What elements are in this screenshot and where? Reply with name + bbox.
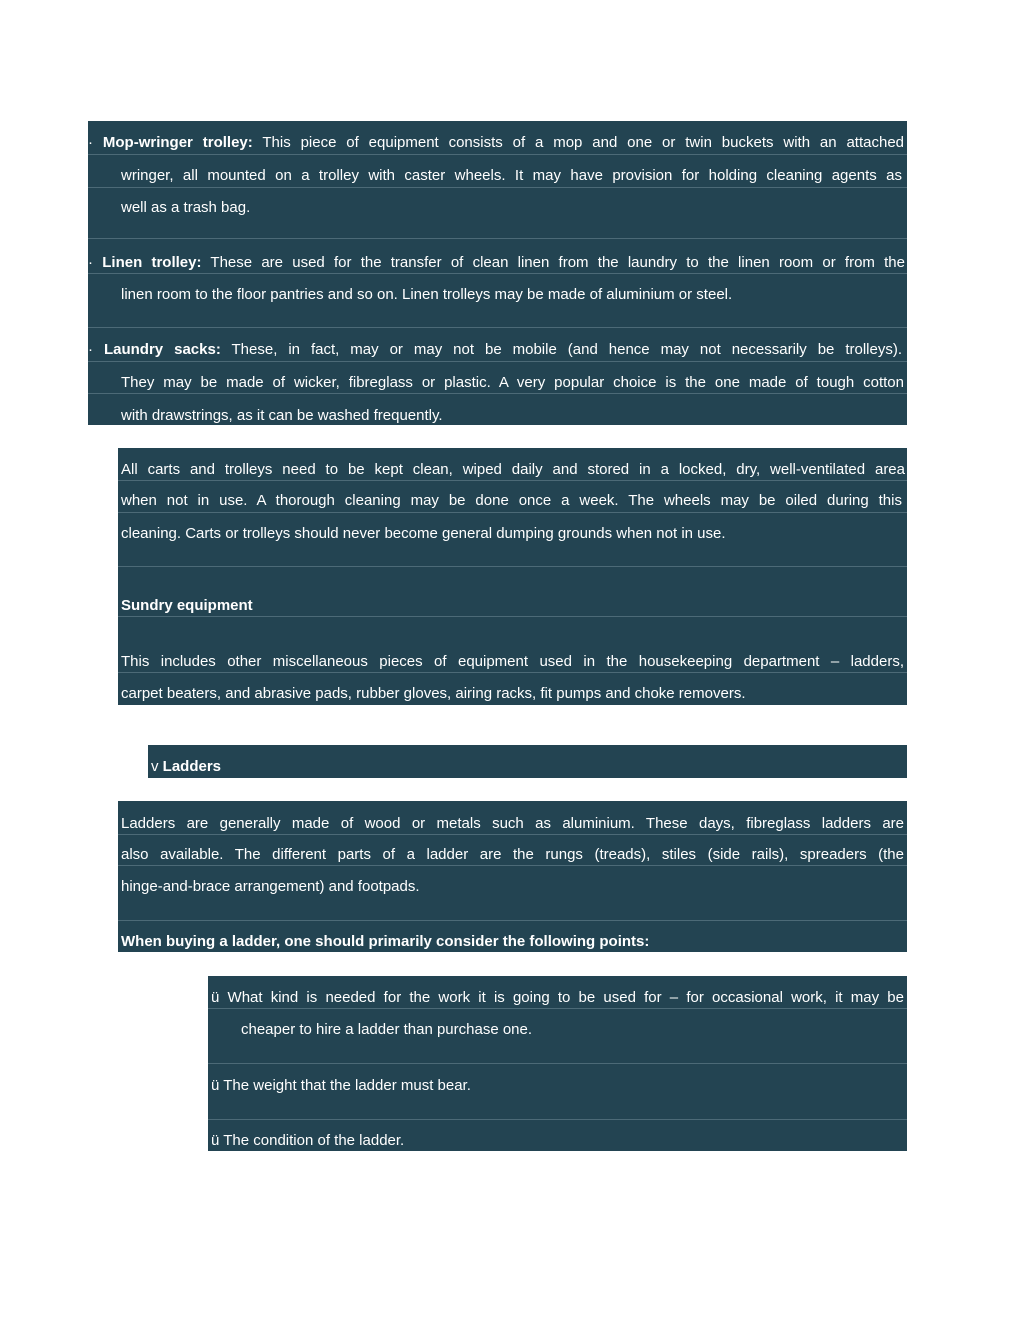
linen-trolley-text: These are used for the transfer of clean linen from the laundry to the linen room or from the	[210, 254, 905, 271]
linen-trolley-term: Linen trolley:	[102, 254, 202, 271]
linen-trolley-line-1	[88, 254, 905, 272]
buying-ladder-heading: When buying a ladder, one should primarily consider the following points:	[121, 933, 650, 950]
mop-wringer-term: Mop-wringer trolley:	[102, 134, 253, 151]
mop-wringer-line-3: well as a trash bag.	[121, 199, 251, 216]
sundry-line-2: carpet beaters, and abrasive pads, rubber gloves, airing racks, fit pumps and choke removers.	[121, 685, 746, 702]
sundry-line-1: This includes other miscellaneous pieces of equipment used in the housekeeping department – ladders,	[121, 653, 904, 670]
carts-line-1: All carts and trolleys need to be kept clean, wiped daily and stored in a locked, dry, well-ventilated area	[121, 461, 905, 478]
laundry-sacks-line-1	[88, 341, 902, 359]
carts-line-2: when not in use. A thorough cleaning may be done once a week. The wheels may be oiled during this	[121, 492, 902, 509]
check-marker: ü	[211, 989, 220, 1006]
mop-wringer-line-1	[88, 134, 904, 152]
point-3: ü The condition of the ladder.	[211, 1132, 405, 1149]
mop-wringer-text: This piece of equipment consists of a mop and one or twin buckets with an attached	[262, 134, 905, 151]
point-1-line-2: cheaper to hire a ladder than purchase one.	[241, 1021, 533, 1038]
ladders-line-2: also available. The different parts of a ladder are the rungs (treads), stiles (side rails), spreaders (the	[121, 846, 904, 863]
laundry-sacks-line-2: They may be made of wicker, fibreglass or plastic. A very popular choice is the one made of tough cotton	[121, 374, 904, 391]
buying-points-block	[208, 976, 907, 1151]
check-marker: ü	[211, 1132, 220, 1149]
ladders-heading-block	[148, 745, 907, 778]
carts-sundry-block	[118, 448, 907, 705]
point-1-line-1: ü What kind is needed for the work it is going to be used for – for occasional work, it may be	[211, 989, 904, 1006]
laundry-sacks-line-3: with drawstrings, as it can be washed frequently.	[121, 407, 443, 424]
bullet-marker: ·	[88, 341, 93, 358]
trolley-bullets-block	[88, 121, 907, 425]
carts-line-3: cleaning. Carts or trolleys should never become general dumping grounds when not in use.	[121, 525, 726, 542]
ladders-line-1: Ladders are generally made of wood or metals such as aluminium. These days, fibreglass ladders are	[121, 815, 904, 832]
ladders-heading	[151, 758, 907, 776]
sundry-equipment-heading: Sundry equipment	[121, 597, 253, 614]
ladders-title: Ladders	[162, 758, 222, 775]
bullet-marker: ·	[88, 254, 93, 271]
bullet-marker: ·	[88, 134, 93, 151]
point-2: ü The weight that the ladder must bear.	[211, 1077, 471, 1094]
ladders-line-3: hinge-and-brace arrangement) and footpads.	[121, 878, 420, 895]
check-marker: ü	[211, 1077, 220, 1094]
laundry-sacks-text: These, in fact, may or may not be mobile (and hence may not necessarily be trolleys).	[231, 341, 903, 358]
laundry-sacks-term: Laundry sacks:	[103, 341, 221, 358]
mop-wringer-line-2: wringer, all mounted on a trolley with caster wheels. It may have provision for holding cleaning agents as	[121, 167, 902, 184]
linen-trolley-line-2: linen room to the floor pantries and so on. Linen trolleys may be made of aluminium or steel.	[121, 286, 733, 303]
ladders-text-block	[118, 801, 907, 952]
heading-marker: v	[151, 758, 159, 775]
